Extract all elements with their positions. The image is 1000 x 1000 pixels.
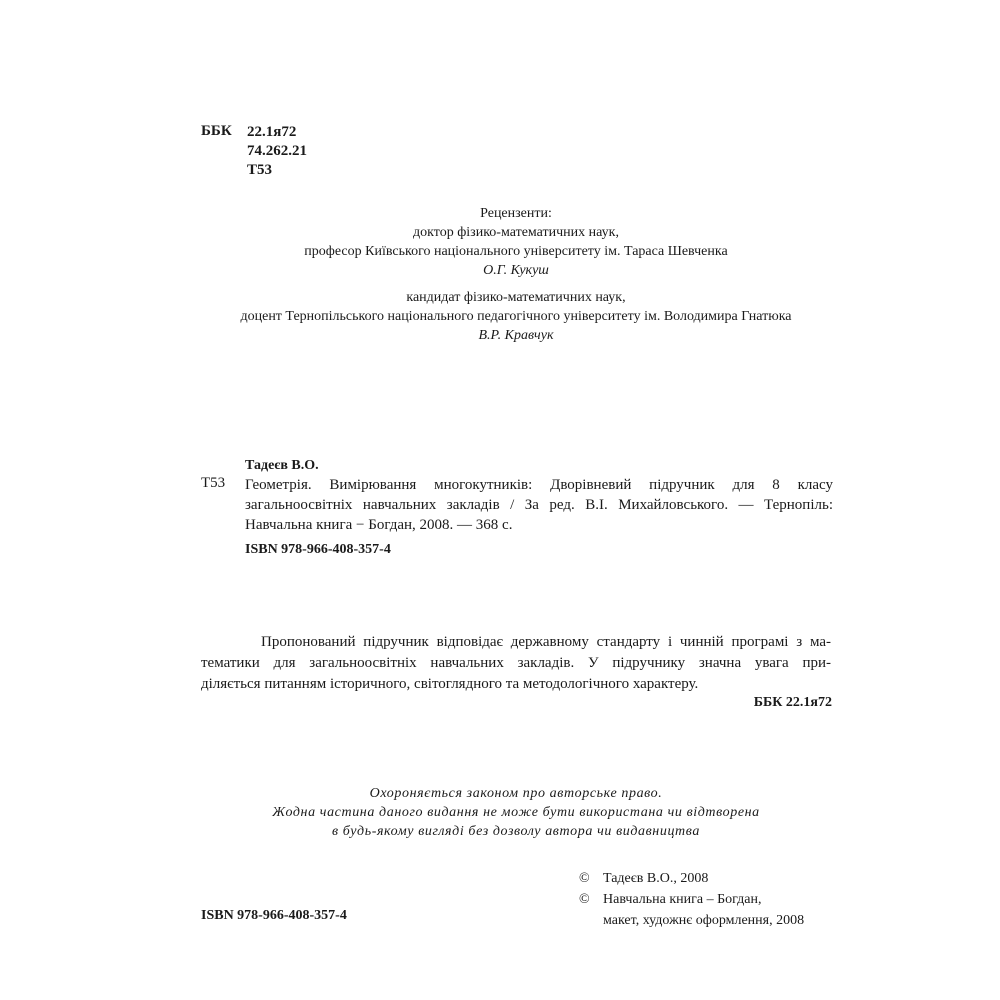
reviewer-2-name: В.Р. Кравчук [478, 328, 554, 343]
copyright-design: макет, художнє оформлення, 2008 [603, 913, 805, 928]
bbk-code-secondary: 74.262.21 [247, 143, 307, 159]
reviewers-block [200, 204, 832, 345]
catalog-author: Тадеєв В.О. [245, 458, 319, 473]
notice-line: Жодна частина даного видання не може бути використана чи відтворена [272, 805, 760, 820]
annotation-paragraph [201, 632, 831, 695]
copyright-publisher: Навчальна книга – Богдан, [603, 892, 762, 907]
notice-line: в будь-якому вигляді без дозволу автора чи видавництва [332, 824, 700, 839]
annotation-bbk: ББК 22.1я72 [753, 695, 832, 710]
catalog-description [245, 475, 833, 535]
bbk-codes [247, 123, 307, 180]
reviewer-1-position: професор Київського національного університету ім. Тараса Шевченка [304, 244, 728, 259]
catalog-isbn: ISBN 978-966-408-357-4 [245, 542, 391, 557]
copyright-author-row [579, 868, 804, 889]
reviewer-2-position: доцент Тернопільського національного педагогічного університету ім. Володимира Гнатюка [240, 309, 792, 324]
catalog-code: Т53 [201, 475, 226, 491]
annotation-line: діляється питанням історичного, світоглядного та методологічного характеру. [201, 676, 699, 692]
copyright-icon: © [579, 871, 590, 886]
notice-line: Охороняється законом про авторське право. [369, 786, 663, 801]
catalog-description-line: Навчальна книга − Богдан, 2008. — 368 с. [245, 517, 513, 533]
catalog-description-line: загальноосвітніх навчальних закладів / За ред. В.І. Михайловського. — Тернопіль: [245, 497, 833, 513]
annotation-line: Пропонований підручник відповідає державному стандарту і чинній програмі з ма- [261, 634, 831, 650]
copyright-publisher-row [579, 889, 804, 910]
annotation-line: тематики для загальноосвітніх навчальних закладів. У підручнику значна увага при- [201, 655, 831, 671]
copyright-holders [579, 868, 804, 931]
reviewers-heading: Рецензенти: [480, 206, 552, 221]
author-mark-code: Т53 [247, 162, 273, 178]
reviewer-1-name: О.Г. Кукуш [483, 263, 549, 278]
reviewer-1-degree: доктор фізико-математичних наук, [413, 225, 619, 240]
catalog-description-line: Геометрія. Вимірювання многокутників: Дворівневий підручник для 8 класу [245, 477, 833, 493]
copyright-notice [200, 784, 832, 841]
bbk-label: ББК [201, 123, 232, 139]
reviewer-2-degree: кандидат фізико-математичних наук, [406, 290, 626, 305]
bottom-isbn: ISBN 978-966-408-357-4 [201, 908, 347, 923]
copyright-author: Тадеєв В.О., 2008 [603, 871, 709, 886]
copyright-design-row [579, 910, 804, 931]
copyright-icon: © [579, 892, 590, 907]
bbk-code-primary: 22.1я72 [247, 124, 297, 140]
